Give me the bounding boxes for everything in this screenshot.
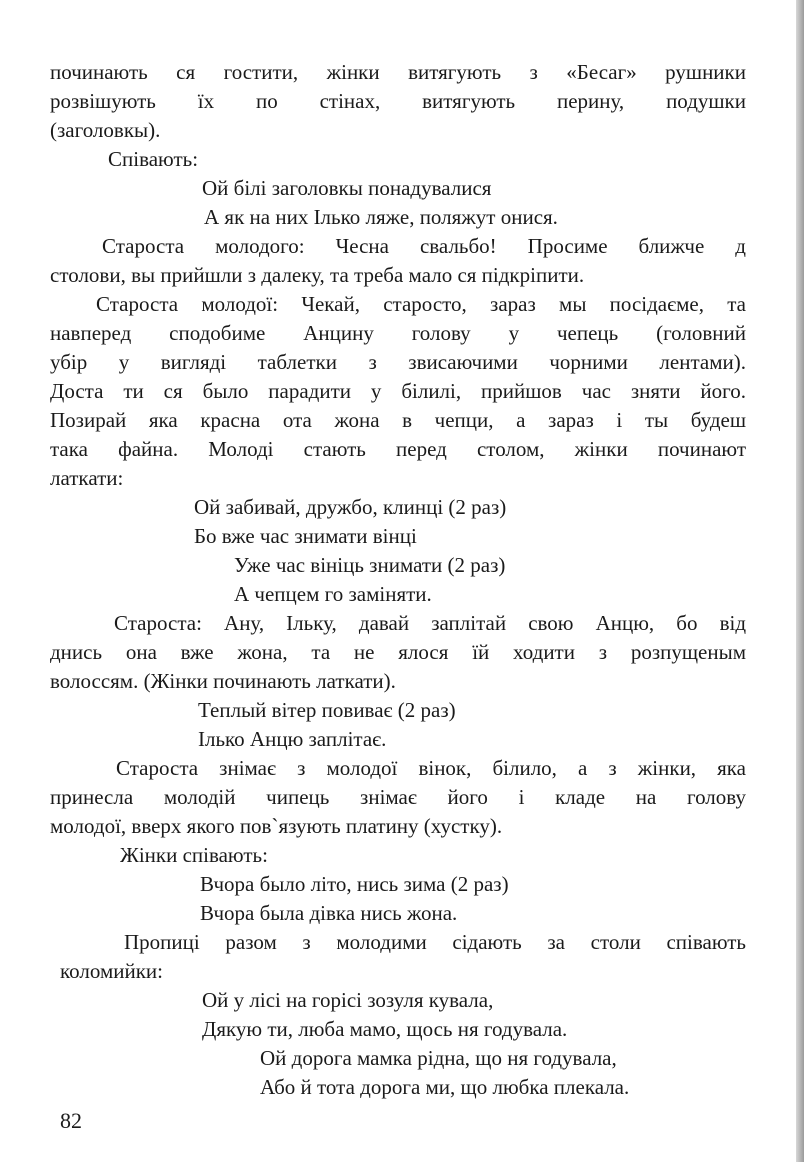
verse-line: Або й тота дорога ми, що любка плекала. [260,1075,630,1099]
text-line: столови, вы прийшли з далеку, та треба мало ся підкріпити. [50,263,585,287]
text-line: Позирай яка красна ота жона в чепци, а зараз і ты будеш [50,408,746,432]
text-line: Староста молодої: Чекай, старосто, зараз мы посідаєме, та [96,292,746,316]
verse-line: Ой забивай, дружбо, клинці (2 раз) [194,495,507,519]
verse-line: Ой дорога мамка рідна, що ня годувала, [260,1046,617,1070]
text-line: розвішують їх по стінах, витягують перину, подушки [50,89,746,113]
text-line: починають ся гостити, жінки витягують з «Бесаг» рушники [50,60,746,84]
text-line: убір у вигляді таблетки з звисаючими чорними лентами). [50,350,746,374]
text-line: принесла молодій чипець знімає його і кладе на голову [50,785,746,809]
verse-line: Ой білі заголовкы понадувалися [202,176,492,200]
verse-line: А чепцем го заміняти. [234,582,432,606]
verse-line: Ой у лісі на горісі зозуля кувала, [202,988,494,1012]
text-line: волоссям. (Жінки починають латкати). [50,669,396,693]
text-line: Пропиці разом з молодими сідають за столи співають [124,930,746,954]
text-line: латкати: [50,466,124,490]
text-line: Староста молодого: Чесна свальбо! Просиме ближче д [102,234,746,258]
text-line: навперед сподобиме Анцину голову у чепець (головний [50,321,746,345]
text-line: днись она вже жона, та не ялося їй ходити з розпущеным [50,640,746,664]
verse-line: Вчора была дівка нись жона. [200,901,458,925]
text-line: Доста ти ся было парадити у білилі, прийшов час зняти його. [50,379,746,403]
verse-line: Вчора было літо, нись зима (2 раз) [200,872,509,896]
text-line: Жінки співають: [120,843,268,867]
verse-line: А як на них Ілько ляже, поляжут онися. [204,205,558,229]
verse-line: Дякую ти, люба мамо, щось ня годувала. [202,1017,568,1041]
page-number: 82 [60,1108,82,1133]
text-line: (заголовкы). [50,118,161,142]
text-line: Староста: Ану, Ільку, давай заплітай свою Анцю, бо від [114,611,746,635]
text-line: коломийки: [60,959,163,983]
text-line: така файна. Молоді стають перед столом, жінки починают [50,437,746,461]
text-line: Староста знімає з молодої вінок, білило, а з жінки, яка [116,756,746,780]
page-edge-shadow [796,0,804,1162]
page-text [50,58,746,1102]
verse-line: Бо вже час знимати вінці [194,524,417,548]
verse-line: Ілько Анцю заплітає. [198,727,387,751]
verse-line: Уже час вініць знимати (2 раз) [234,553,506,577]
verse-line: Теплый вітер повиває (2 раз) [198,698,456,722]
text-line: молодої, вверх якого пов`язують платину (хустку). [50,814,503,838]
text-line: Співають: [108,147,199,171]
